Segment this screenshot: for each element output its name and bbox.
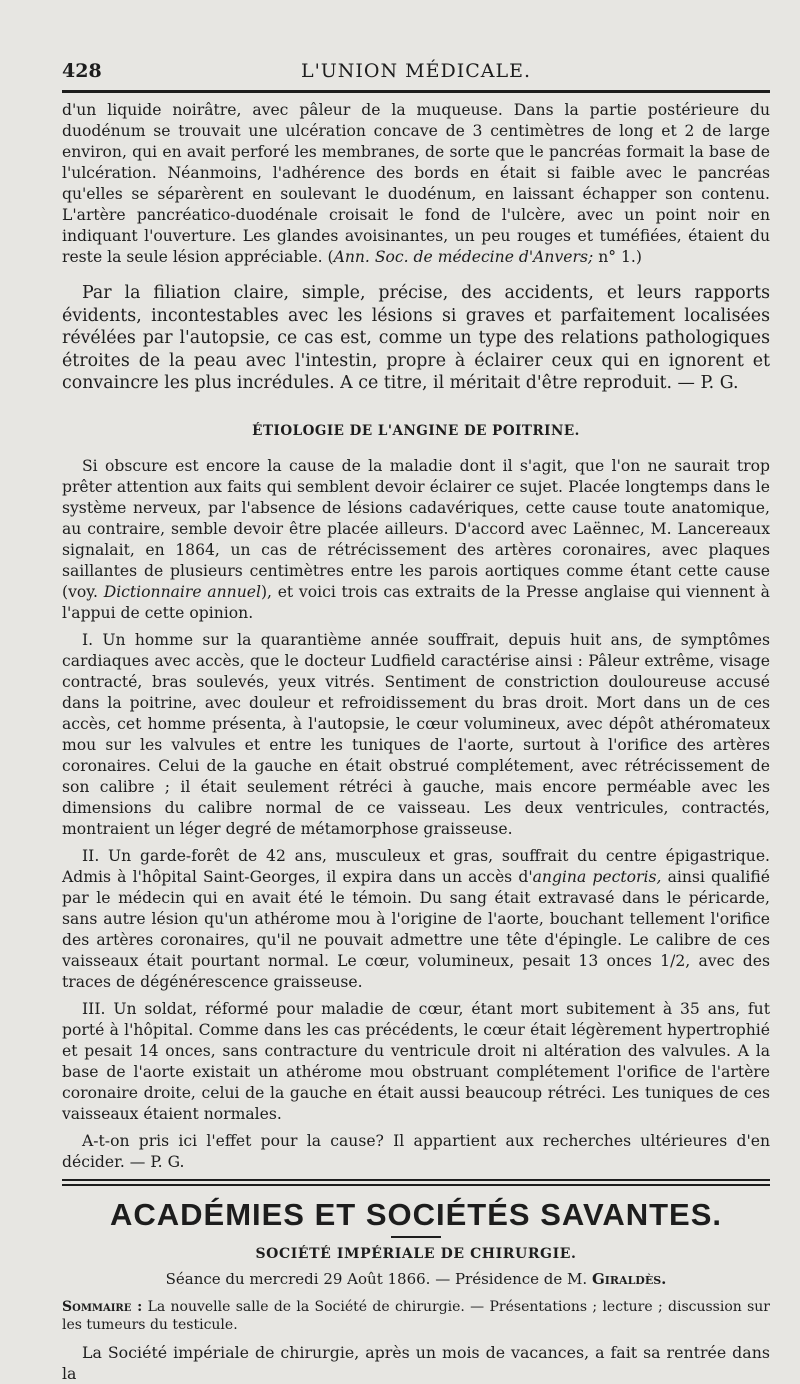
section-title: ÉTIOLOGIE DE L'ANGINE DE POITRINE. <box>252 422 580 439</box>
running-title: L'UNION MÉDICALE. <box>300 60 532 82</box>
summary-label: Sommaire : <box>62 1298 143 1315</box>
last-line: La Société impériale de chirurgie, après un mois de vacances, a fait sa rentrée dans la <box>62 1342 770 1383</box>
short-rule <box>391 1236 441 1238</box>
case-1: I. Un homme sur la quarantième année souffrait, depuis huit ans, de symptômes cardiaques avec accès, que le docteur Ludfield caractérise ainsi : Pâleur extrême, visage contracté, bras soulevés, yeux vitrés. Sentiment de constriction douloureuse accusé dans la poitrine, avec douleur et refroidissement du bras droit. Mort dans un de ces accès, cet homme présenta, à l'autopsie, le cœur volumineux, avec dépôt athéromateux mou sur les valvules et entre les tuniques de l'aorte, surtout à l'orifice des artères coronaires. Celui de la gauche en était obstrué complétement, avec rétrécissement de son calibre ; il était seulement rétréci à gauche, mais encore perméable avec les dimensions du calibre normal de ce vaisseau. Les deux ventricules, contractés, montraient un léger degré de métamorphose graisseuse. <box>62 630 770 838</box>
paragraph-continuation: d'un liquide noirâtre, avec pâleur de la muqueuse. Dans la partie postérieure du duodénum se trouvait une ulcération concave de 3 centimètres de long et 2 de large environ, qui en avait perforé les membranes, de sorte que le pancréas formait la base de l'ulcération. Néanmoins, l'adhérence des bords en était si faible avec le pancréas qu'elles se séparèrent en soulevant le duodénum, en laissant échapper son contenu. L'artère pancréatico-duodénale croisait le fond de l'ulcère, avec un point noir en indiquant l'ouverture. Les glandes avoisinantes, un peu rouges et tuméfiées, étaient du reste la seule lésion appréciable. (Ann. Soc. de médecine d'Anvers; n° 1.) <box>62 101 770 266</box>
society-name: SOCIÉTÉ IMPÉRIALE DE CHIRURGIE. <box>255 1245 577 1262</box>
conclusion: A-t-on pris ici l'effet pour la cause? Il appartient aux recherches ultérieures d'en décider. — P. G. <box>62 1131 770 1171</box>
case-3: III. Un soldat, réformé pour maladie de cœur, étant mort subitement à 35 ans, fut porté à l'hôpital. Comme dans les cas précédents, le cœur était légèrement hypertrophié et pesait 14 onces, sans contracture du ventricule droit ni altération des valvules. A la base de l'aorte existait un athérome mou obstruant complétement l'orifice de l'artère coronaire droite, celui de la gauche en était aussi beaucoup rétréci. Les tuniques de ces vaisseaux étaient normales. <box>62 999 770 1123</box>
seance-line: Séance du mercredi 29 Août 1866. — Présidence de M. Giraldès. <box>165 1269 667 1288</box>
header-rule <box>62 90 770 93</box>
paragraph-commentary: Par la filiation claire, simple, précise, des accidents, et leurs rapports évidents, incontestables avec les lésions si graves et parfaitement localisées révélées par l'autopsie, ce cas est, comme un type des relations pathologiques étroites de la peau avec l'intestin, propre à éclairer ceux qui en ignorent et convaincre les plus incrédules. A ce titre, il méritait d'être reproduit. — P. G. <box>62 283 770 393</box>
paragraph-intro: Si obscure est encore la cause de la maladie dont il s'agit, que l'on ne saurait trop prêter attention aux faits qui semblent devoir éclairer ce sujet. Placée longtemps dans le système nerveux, par l'absence de lésions cadavériques, cette cause toute anatomique, au contraire, semble devoir être placée ailleurs. D'accord avec Laënnec, M. Lancereaux signalait, en 1864, un cas de rétrécissement des artères coronaires, avec plaques saillantes de plusieurs centimètres entre les parois aortiques comme étant cette cause (voy. Dictionnaire annuel), et voici trois cas extraits de la Presse anglaise qui viennent à l'appui de cette opinion. <box>62 456 770 622</box>
summary: Sommaire : La nouvelle salle de la Société de chirurgie. — Présentations ; lecture ; discussion sur les tumeurs du testicule. <box>62 1298 770 1333</box>
president-name: Giraldès. <box>591 1269 667 1288</box>
article-body <box>62 100 770 1384</box>
page-number: 428 <box>62 60 102 82</box>
academies-title: ACADÉMIES ET SOCIÉTÉS SAVANTES. <box>109 1196 723 1232</box>
case-2: II. Un garde-forêt de 42 ans, musculeux et gras, souffrait du centre épigastrique. Admis à l'hôpital Saint-Georges, il expira dans un accès d'angina pectoris, ainsi qualifié par le médecin qui en avait été le témoin. Du sang était extravasé dans le péricarde, sans autre lésion qu'un athérome mou à l'origine de l'aorte, bouchant tellement l'orifice des artères coronaires, qu'il ne pouvait admettre une tête d'épingle. Le calibre de ces vaisseaux était pourtant normal. Le cœur, volumineux, pesait 13 onces 1/2, avec des traces de dégénérescence graisseuse. <box>62 846 770 991</box>
page-header <box>62 58 770 86</box>
section-double-rule <box>62 1179 770 1186</box>
